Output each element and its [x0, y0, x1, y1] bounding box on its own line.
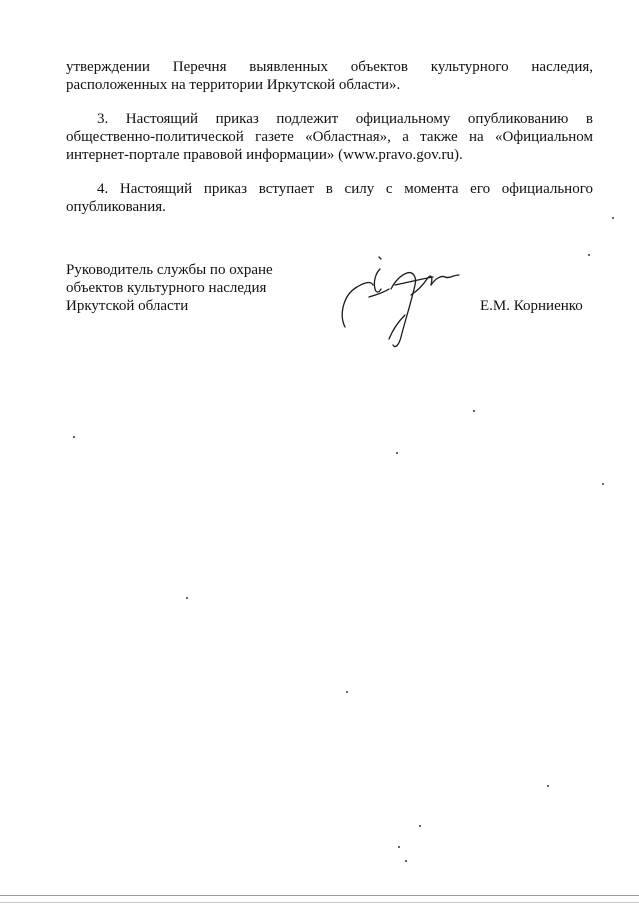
scan-speck — [396, 452, 398, 454]
scan-speck — [473, 410, 475, 412]
scan-speck — [588, 254, 590, 256]
scan-speck — [346, 691, 348, 693]
paragraph-3-line-3: интернет-портале правовой информации» (www.pravo.gov.ru). — [66, 147, 463, 163]
paragraph-2-line-1: утверждении Перечня выявленных объектов культурного наследия, — [66, 59, 593, 75]
scan-speck — [73, 436, 75, 438]
scan-speck — [547, 785, 549, 787]
scan-speck — [186, 597, 188, 599]
signer-name: Е.М. Корниенко — [480, 298, 583, 314]
scan-speck — [602, 483, 604, 485]
scan-speck — [612, 217, 614, 219]
paragraph-4-line-2: опубликования. — [66, 199, 166, 215]
paragraph-2-line-2: расположенных на территории Иркутской области». — [66, 77, 401, 93]
paragraph-4-line-1: 4. Настоящий приказ вступает в силу с момента его официального — [97, 181, 593, 197]
scan-edge-line — [0, 902, 639, 903]
scan-edge-line — [0, 895, 639, 896]
signer-position — [66, 261, 273, 315]
signer-position-line-1: Руководитель службы по охране — [66, 262, 273, 278]
signer-position-line-2: объектов культурного наследия — [66, 280, 267, 296]
scan-speck — [419, 825, 421, 827]
paragraph-3-line-1: 3. Настоящий приказ подлежит официальному опубликованию в — [97, 111, 593, 127]
handwritten-signature — [335, 255, 470, 355]
scan-speck — [398, 846, 400, 848]
signer-position-line-3: Иркутской области — [66, 298, 189, 314]
scan-speck — [405, 860, 407, 862]
paragraph-3-line-2: общественно-политической газете «Областная», а также на «Официальном — [66, 129, 593, 145]
